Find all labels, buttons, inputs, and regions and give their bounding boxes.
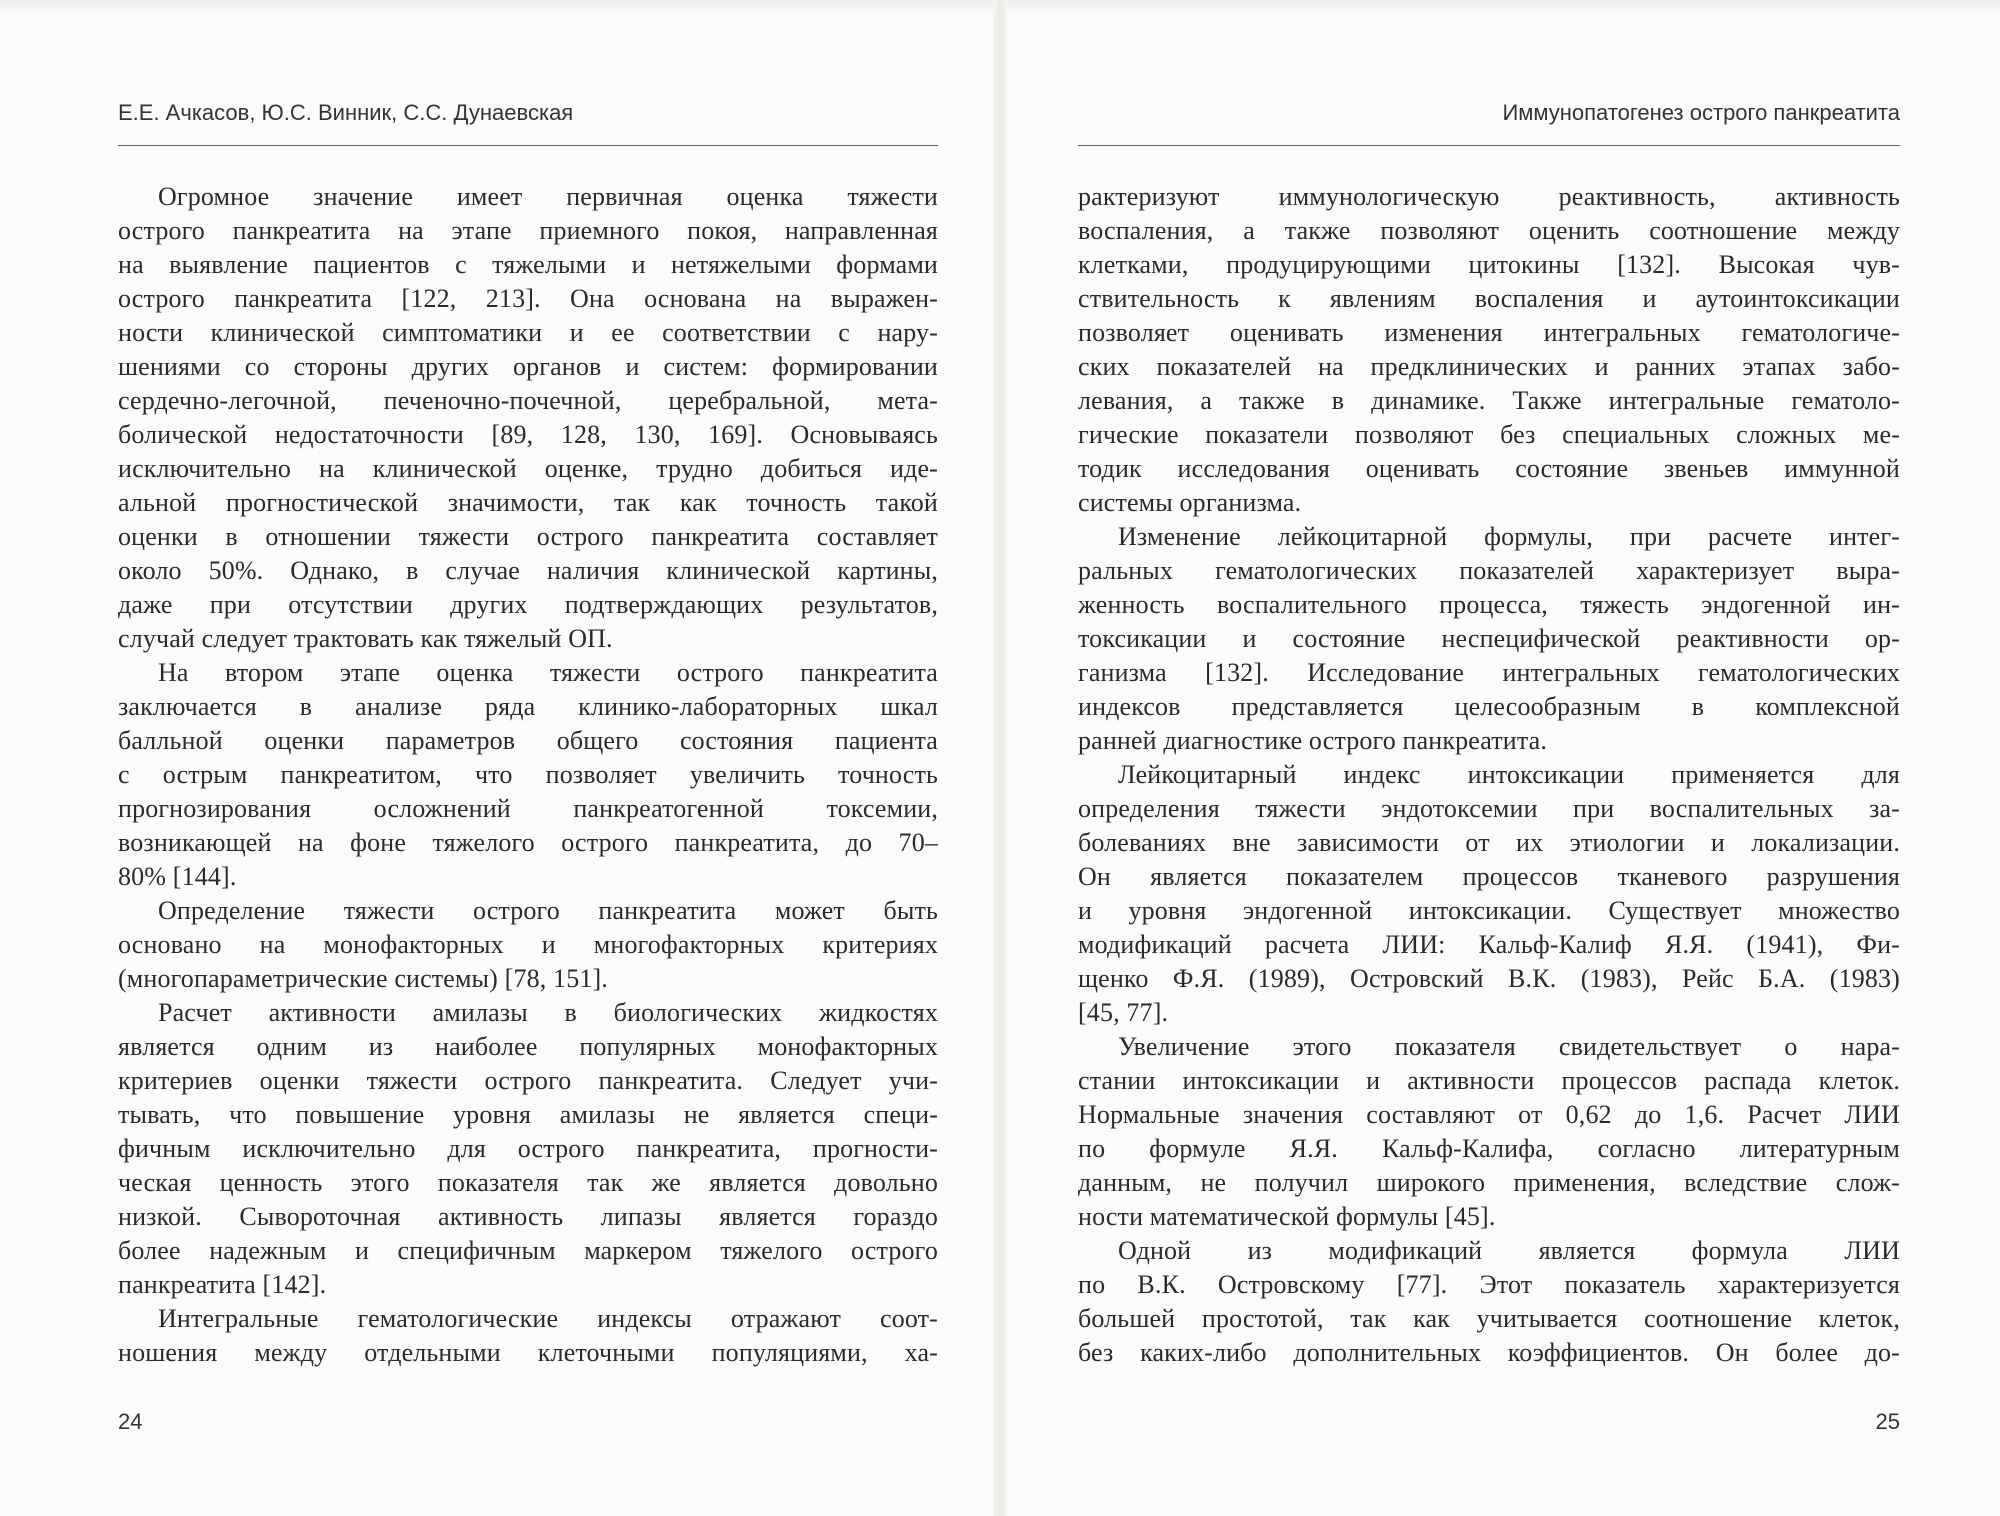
text-line: данным, не получил широкого применения, вследствие слож-: [1078, 1168, 1900, 1197]
text-line: заключается в анализе ряда клинико-лабораторных шкал: [118, 692, 938, 721]
text-line: Огромное значение имеет первичная оценка тяжести: [158, 182, 938, 211]
text-line: болеваниях вне зависимости от их этиологии и локализации.: [1078, 828, 1900, 857]
text-line: исключительно на клинической оценке, трудно добиться иде-: [118, 454, 938, 483]
text-line: большей простотой, так как учитывается соотношение клеток,: [1078, 1304, 1900, 1333]
text-line: ральных гематологических показателей характеризует выра-: [1078, 556, 1900, 585]
text-line: на выявление пациентов с тяжелыми и нетяжелыми формами: [118, 250, 938, 279]
text-line: альной прогностической значимости, так как точность такой: [118, 488, 938, 517]
text-line: системы организма.: [1078, 488, 1302, 517]
book-spine: [993, 0, 1007, 1516]
text-line: стании интоксикации и активности процессов распада клеток.: [1078, 1066, 1900, 1095]
text-line: 80% [144].: [118, 862, 237, 891]
text-line: гические показатели позволяют без специальных сложных ме-: [1078, 420, 1900, 449]
text-line: балльной оценки параметров общего состояния пациента: [118, 726, 938, 755]
text-line: клетками, продуцирующими цитокины [132]. Высокая чув-: [1078, 250, 1900, 279]
text-line: болической недостаточности [89, 128, 130, 169]. Основываясь: [118, 420, 938, 449]
text-line: по формуле Я.Я. Кальф-Калифа, согласно литературным: [1078, 1134, 1900, 1163]
text-line: индексов представляется целесообразным в комплексной: [1078, 692, 1900, 721]
text-line: прогнозирования осложнений панкреатогенной токсемии,: [118, 794, 938, 823]
text-line: ских показателей на предклинических и ранних этапах забо-: [1078, 352, 1900, 381]
left-running-head: Е.Е. Ачкасов, Ю.С. Винник, С.С. Дунаевская: [118, 100, 574, 125]
text-line: Изменение лейкоцитарной формулы, при расчете интег-: [1118, 522, 1900, 551]
text-line: около 50%. Однако, в случае наличия клинической картины,: [118, 556, 938, 585]
right-running-head: Иммунопатогенез острого панкреатита: [1502, 100, 1900, 125]
right-page-number: 25: [1875, 1409, 1900, 1434]
text-line: панкреатита [142].: [118, 1270, 327, 1299]
text-line: низкой. Сывороточная активность липазы является гораздо: [118, 1202, 938, 1231]
text-line: Лейкоцитарный индекс интоксикации применяется для: [1118, 760, 1900, 789]
right-page: [1078, 0, 1900, 1516]
text-line: Увеличение этого показателя свидетельствует о нара-: [1118, 1032, 1900, 1061]
right-body-text: [1078, 180, 1900, 1370]
text-line: даже при отсутствии других подтверждающих результатов,: [118, 590, 938, 619]
left-page: [118, 0, 938, 1516]
text-line: более надежным и специфичным маркером тяжелого острого: [118, 1236, 938, 1265]
text-line: ношения между отдельными клеточными популяциями, ха-: [118, 1338, 938, 1367]
text-line: сердечно-легочной, печеночно-почечной, церебральной, мета-: [118, 386, 938, 415]
text-line: фичным исключительно для острого панкреатита, прогности-: [118, 1134, 938, 1163]
text-line: (многопараметрические системы) [78, 151].: [118, 964, 608, 993]
text-line: щенко Ф.Я. (1989), Островский В.К. (1983), Рейс Б.А. (1983): [1078, 964, 1900, 993]
text-line: ранней диагностике острого панкреатита.: [1078, 726, 1548, 755]
left-header-rule: [118, 145, 938, 146]
text-line: ческая ценность этого показателя так же является довольно: [118, 1168, 938, 1197]
text-line: критериев оценки тяжести острого панкреатита. Следует учи-: [118, 1066, 938, 1095]
text-line: острого панкреатита [122, 213]. Она основана на выражен-: [118, 284, 938, 313]
text-line: тывать, что повышение уровня амилазы не является специ-: [118, 1100, 938, 1129]
text-line: Интегральные гематологические индексы отражают соот-: [158, 1304, 938, 1333]
text-line: позволяет оценивать изменения интегральных гематологиче-: [1078, 318, 1900, 347]
text-line: рактеризуют иммунологическую реактивность, активность: [1078, 182, 1900, 211]
text-line: возникающей на фоне тяжелого острого панкреатита, до 70–: [118, 828, 938, 857]
text-line: по В.К. Островскому [77]. Этот показатель характеризуется: [1078, 1270, 1900, 1299]
text-line: тодик исследования оценивать состояние звеньев иммунной: [1078, 454, 1900, 483]
text-line: определения тяжести эндотоксемии при воспалительных за-: [1078, 794, 1900, 823]
text-line: Нормальные значения составляют от 0,62 до 1,6. Расчет ЛИИ: [1078, 1100, 1900, 1129]
text-line: На втором этапе оценка тяжести острого панкреатита: [158, 658, 938, 687]
text-line: левания, а также в динамике. Также интегральные гематоло-: [1078, 386, 1900, 415]
text-line: острого панкреатита на этапе приемного покоя, направленная: [118, 216, 938, 245]
text-line: [45, 77].: [1078, 998, 1169, 1027]
text-line: шениями со стороны других органов и систем: формировании: [118, 352, 938, 381]
right-header-rule: [1078, 145, 1900, 146]
text-line: случай следует трактовать как тяжелый ОП.: [118, 624, 613, 653]
text-line: без каких-либо дополнительных коэффициентов. Он более до-: [1078, 1338, 1900, 1367]
text-line: основано на монофакторных и многофакторных критериях: [118, 930, 938, 959]
text-line: модификаций расчета ЛИИ: Кальф-Калиф Я.Я. (1941), Фи-: [1078, 930, 1900, 959]
text-line: женность воспалительного процесса, тяжесть эндогенной ин-: [1078, 590, 1900, 619]
text-line: Он является показателем процессов тканевого разрушения: [1078, 862, 1900, 891]
left-body-text: [118, 180, 938, 1370]
text-line: ности математической формулы [45].: [1078, 1202, 1496, 1231]
text-line: оценки в отношении тяжести острого панкреатита составляет: [118, 522, 938, 551]
text-line: ствительность к явлениям воспаления и аутоинтоксикации: [1078, 284, 1900, 313]
text-line: Определение тяжести острого панкреатита может быть: [158, 896, 938, 925]
text-line: воспаления, а также позволяют оценить соотношение между: [1078, 216, 1900, 245]
left-page-number: 24: [118, 1409, 143, 1434]
text-line: и уровня эндогенной интоксикации. Существует множество: [1078, 896, 1900, 925]
text-line: с острым панкреатитом, что позволяет увеличить точность: [118, 760, 938, 789]
text-line: ганизма [132]. Исследование интегральных гематологических: [1078, 658, 1900, 687]
text-line: Расчет активности амилазы в биологических жидкостях: [158, 998, 938, 1027]
text-line: ности клинической симптоматики и ее соответствии с нару-: [118, 318, 938, 347]
text-line: Одной из модификаций является формула ЛИИ: [1118, 1236, 1900, 1265]
text-line: токсикации и состояние неспецифической реактивности ор-: [1078, 624, 1900, 653]
text-line: является одним из наиболее популярных монофакторных: [118, 1032, 938, 1061]
